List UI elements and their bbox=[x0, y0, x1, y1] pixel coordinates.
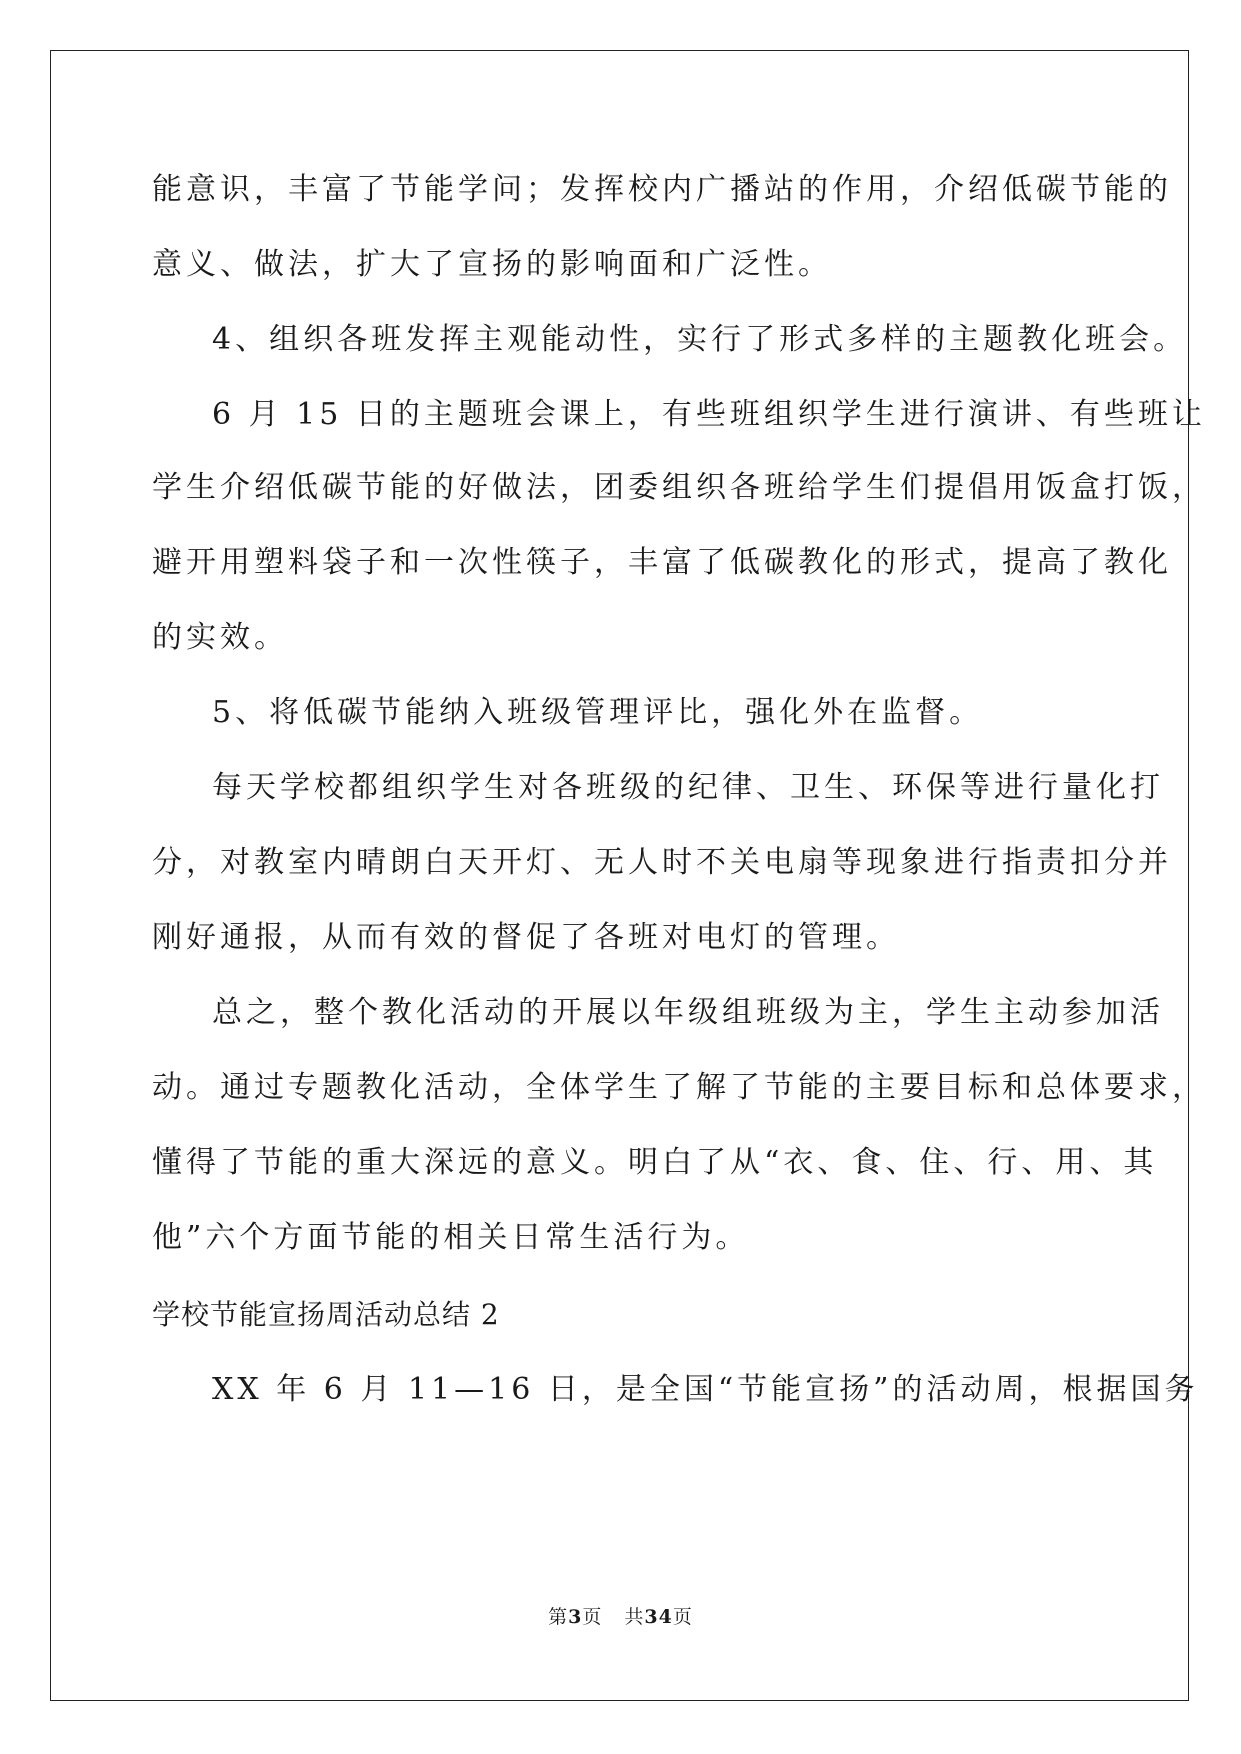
total-prefix: 共 bbox=[624, 1606, 645, 1628]
body-line-8: 5、将低碳节能纳入班级管理评比，强化外在监督。 bbox=[212, 695, 984, 730]
body-line-5: 学生介绍低碳节能的好做法，团委组织各班给学生们提倡用饭盒打饭， bbox=[152, 470, 1206, 505]
body-line-2: 意义、做法，扩大了宣扬的影响面和广泛性。 bbox=[152, 247, 832, 282]
page-prefix: 第 bbox=[548, 1606, 569, 1628]
section-heading: 学校节能宣扬周活动总结 2 bbox=[152, 1298, 500, 1331]
body-line-9: 每天学校都组织学生对各班级的纪律、卫生、环保等进行量化打 bbox=[212, 770, 1164, 805]
body-line-12: 总之，整个教化活动的开展以年级组班级为主，学生主动参加活 bbox=[212, 995, 1164, 1030]
body-line-1: 能意识，丰富了节能学问；发挥校内广播站的作用，介绍低碳节能的 bbox=[152, 172, 1172, 207]
body-line-3: 4、组织各班发挥主观能动性，实行了形式多样的主题教化班会。 bbox=[212, 322, 1188, 357]
body-line-4: 6 月 15 日的主题班会课上，有些班组织学生进行演讲、有些班让 bbox=[212, 397, 1206, 432]
page-footer bbox=[0, 1605, 1241, 1629]
body-line-10: 分，对教室内晴朗白天开灯、无人时不关电扇等现象进行指责扣分并 bbox=[152, 845, 1172, 880]
body-line-7: 的实效。 bbox=[152, 620, 288, 655]
body-line-14: 懂得了节能的重大深远的意义。明白了从“衣、食、住、行、用、其 bbox=[152, 1145, 1158, 1180]
page-suffix: 页 bbox=[582, 1606, 603, 1628]
body-line-15: 他”六个方面节能的相关日常生活行为。 bbox=[152, 1220, 750, 1255]
total-pages: 34 bbox=[644, 1606, 673, 1628]
page-number: 3 bbox=[568, 1606, 583, 1628]
body-line-16: XX 年 6 月 11—16 日，是全国“节能宣扬”的活动周，根据国务 bbox=[212, 1372, 1199, 1407]
total-suffix: 页 bbox=[672, 1606, 693, 1628]
body-line-13: 动。通过专题教化活动，全体学生了解了节能的主要目标和总体要求， bbox=[152, 1070, 1206, 1105]
body-line-11: 刚好通报，从而有效的督促了各班对电灯的管理。 bbox=[152, 920, 900, 955]
body-line-6: 避开用塑料袋子和一次性筷子，丰富了低碳教化的形式，提高了教化 bbox=[152, 545, 1172, 580]
